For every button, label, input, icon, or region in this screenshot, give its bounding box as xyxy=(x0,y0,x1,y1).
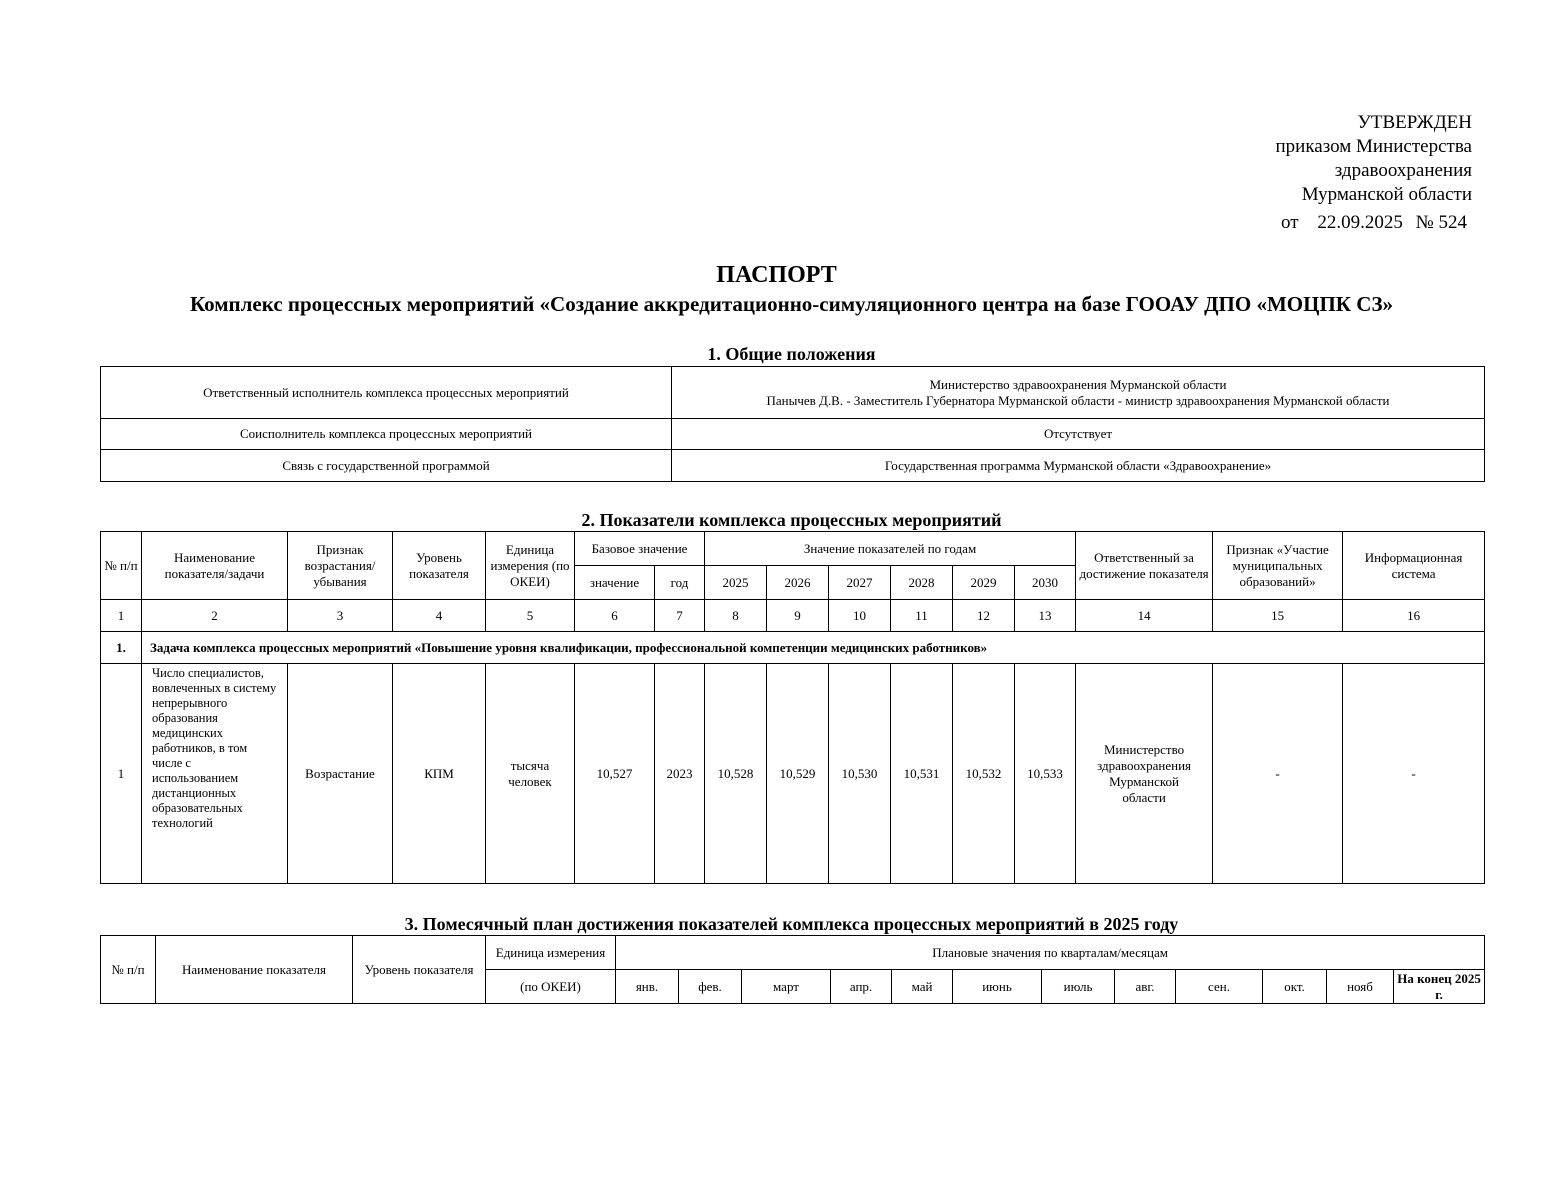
col-number: 6 xyxy=(575,600,655,632)
col-number: 13 xyxy=(1015,600,1076,632)
col-number: 15 xyxy=(1213,600,1343,632)
indicator-level: КПМ xyxy=(393,664,486,884)
monthly-plan-table xyxy=(100,935,1485,1004)
header-year: 2025 xyxy=(705,566,767,600)
indicator-info: - xyxy=(1343,664,1485,884)
header-month: май xyxy=(892,970,953,1004)
task-num: 1. xyxy=(101,632,142,664)
col-number: 8 xyxy=(705,600,767,632)
header-year: 2030 xyxy=(1015,566,1076,600)
indicator-value-2025: 10,528 xyxy=(705,664,767,884)
approval-line: Мурманской области xyxy=(1301,184,1472,205)
approval-date-line xyxy=(1281,212,1467,234)
row-label: Соисполнитель комплекса процессных мероприятий xyxy=(101,419,672,450)
table-row xyxy=(101,419,1485,450)
indicator-value-2029: 10,532 xyxy=(953,664,1015,884)
indicator-value-2026: 10,529 xyxy=(767,664,829,884)
header-sign: Признак возрастания/ убывания xyxy=(288,532,393,600)
header-month: окт. xyxy=(1263,970,1327,1004)
header-unit: Единица измерения xyxy=(486,936,616,970)
document-title: ПАСПОРТ xyxy=(716,262,837,288)
header-year: 2028 xyxy=(891,566,953,600)
indicator-responsible: Министерство здравоохранения Мурманской области xyxy=(1076,664,1213,884)
header-month: июль xyxy=(1042,970,1115,1004)
section1-title: 1. Общие положения xyxy=(707,344,876,364)
row-value: Государственная программа Мурманской области «Здравоохранение» xyxy=(672,450,1485,482)
table-row xyxy=(101,450,1485,482)
header-num: № п/п xyxy=(101,936,156,1004)
header-year-end: На конец 2025 г. xyxy=(1394,970,1485,1004)
header-base-value: значение xyxy=(575,566,655,600)
header-year: 2029 xyxy=(953,566,1015,600)
col-number: 12 xyxy=(953,600,1015,632)
col-number: 5 xyxy=(486,600,575,632)
col-number: 4 xyxy=(393,600,486,632)
col-number: 1 xyxy=(101,600,142,632)
task-text: Задача комплекса процессных мероприятий «Повышение уровня квалификации, профессиональной компетенции медицинских работников» xyxy=(142,632,1485,664)
header-level: Уровень показателя xyxy=(393,532,486,600)
header-month: нояб xyxy=(1327,970,1394,1004)
indicator-base-value: 10,527 xyxy=(575,664,655,884)
approval-line: УТВЕРЖДЕН xyxy=(1357,112,1472,133)
col-number: 9 xyxy=(767,600,829,632)
header-month: авг. xyxy=(1115,970,1176,1004)
header-num: № п/п xyxy=(101,532,142,600)
value-line: Министерство здравоохранения Мурманской области xyxy=(929,376,1227,392)
header-level: Уровень показателя xyxy=(353,936,486,1004)
approval-number: № 524 xyxy=(1415,212,1467,233)
col-number: 7 xyxy=(655,600,705,632)
section2-title: 2. Показатели комплекса процессных мероприятий xyxy=(581,510,1002,530)
col-number: 14 xyxy=(1076,600,1213,632)
header-plan: Плановые значения по кварталам/месяцам xyxy=(616,936,1485,970)
task-row xyxy=(101,632,1485,664)
indicator-value-2027: 10,530 xyxy=(829,664,891,884)
indicator-value-2028: 10,531 xyxy=(891,664,953,884)
header-year: 2026 xyxy=(767,566,829,600)
header-month: фев. xyxy=(679,970,742,1004)
indicator-name: Число специалистов, вовлеченных в систему непрерывного образования медицинских работников, в том числе с использованием дистанционных образовательных технологий xyxy=(142,664,288,884)
header-responsible: Ответственный за достижение показателя xyxy=(1076,532,1213,600)
row-label: Связь с государственной программой xyxy=(101,450,672,482)
indicator-unit: тысяча человек xyxy=(486,664,575,884)
header-years-group: Значение показателей по годам xyxy=(705,532,1076,566)
table-row xyxy=(101,367,1485,419)
approval-date: 22.09.2025 xyxy=(1317,212,1403,233)
header-month: янв. xyxy=(616,970,679,1004)
col-number: 3 xyxy=(288,600,393,632)
row-value xyxy=(672,367,1485,419)
row-label: Ответственный исполнитель комплекса процессных мероприятий xyxy=(101,367,672,419)
header-name: Наименование показателя/задачи xyxy=(142,532,288,600)
header-base: Базовое значение xyxy=(575,532,705,566)
header-unit-okei: (по ОКЕИ) xyxy=(486,970,616,1004)
header-month: сен. xyxy=(1176,970,1263,1004)
header-month: апр. xyxy=(831,970,892,1004)
col-number: 16 xyxy=(1343,600,1485,632)
indicator-row xyxy=(101,664,1485,884)
approval-block xyxy=(1276,111,1472,207)
approval-line: здравоохранения xyxy=(1334,160,1472,181)
row-value: Отсутствует xyxy=(672,419,1485,450)
indicator-value-2030: 10,533 xyxy=(1015,664,1076,884)
indicator-municipal: - xyxy=(1213,664,1343,884)
section3-title: 3. Помесячный план достижения показателей комплекса процессных мероприятий в 2025 году xyxy=(404,914,1179,934)
header-row xyxy=(101,532,1485,566)
date-prefix: от xyxy=(1281,212,1299,233)
indicator-num: 1 xyxy=(101,664,142,884)
header-municipal: Признак «Участие муниципальных образований» xyxy=(1213,532,1343,600)
column-numbers-row xyxy=(101,600,1485,632)
col-number: 11 xyxy=(891,600,953,632)
header-month: март xyxy=(742,970,831,1004)
header-base-year: год xyxy=(655,566,705,600)
col-number: 10 xyxy=(829,600,891,632)
header-info: Информационная система xyxy=(1343,532,1485,600)
header-name: Наименование показателя xyxy=(156,936,353,1004)
indicators-table xyxy=(100,531,1485,884)
indicator-base-year: 2023 xyxy=(655,664,705,884)
header-row xyxy=(101,936,1485,970)
approval-line: приказом Министерства xyxy=(1275,136,1472,157)
value-line: Панычев Д.В. - Заместитель Губернатора Мурманской области - министр здравоохранения Мурманской области xyxy=(766,392,1390,408)
col-number: 2 xyxy=(142,600,288,632)
indicator-sign: Возрастание xyxy=(288,664,393,884)
document-subtitle: Комплекс процессных мероприятий «Создание аккредитационно-симуляционного центра на базе ГООАУ ДПО «МОЦПК СЗ» xyxy=(189,292,1394,316)
header-unit: Единица измерения (по ОКЕИ) xyxy=(486,532,575,600)
header-month: июнь xyxy=(953,970,1042,1004)
general-info-table xyxy=(100,366,1485,482)
header-year: 2027 xyxy=(829,566,891,600)
